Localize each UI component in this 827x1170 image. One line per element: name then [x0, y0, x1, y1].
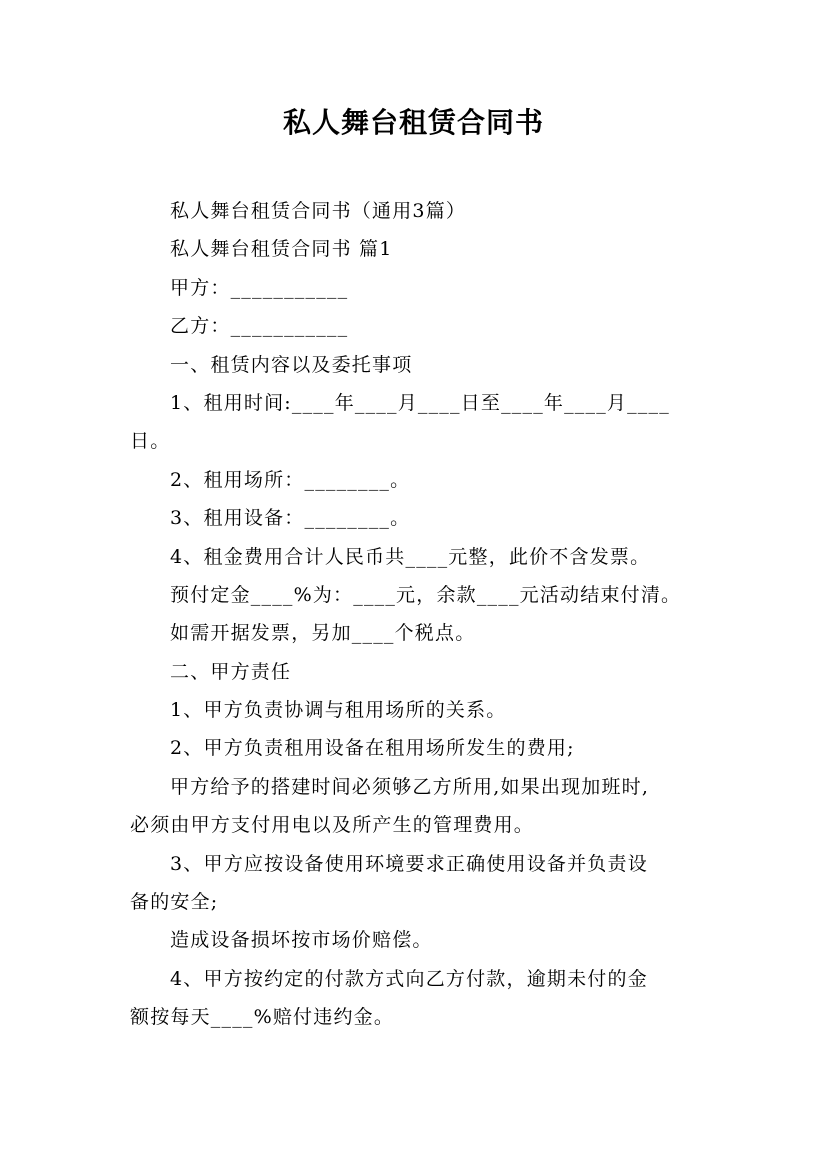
doc-line: 2、租用场所：________。: [170, 468, 411, 491]
doc-line: 4、租金费用合计人民币共____元整，此价不含发票。: [170, 545, 651, 568]
doc-line: 备的安全;: [130, 891, 219, 914]
doc-line: 一、租赁内容以及委托事项: [170, 353, 413, 376]
document-title: 私人舞台租赁合同书: [282, 106, 544, 139]
doc-line: 私人舞台租赁合同书（通用3篇）: [170, 200, 467, 222]
doc-line: 1、甲方负责协调与租用场所的关系。: [170, 699, 507, 722]
doc-line: 2、甲方负责租用设备在租用场所发生的费用;: [170, 737, 575, 760]
doc-line: 甲方给予的搭建时间必须够乙方所用,如果出现加班时,: [170, 775, 650, 798]
doc-line: 私人舞台租赁合同书 篇1: [170, 238, 393, 261]
doc-line: 额按每天____%赔付违约金。: [130, 1006, 395, 1029]
doc-line: 3、甲方应按设备使用环境要求正确使用设备并负责设: [170, 852, 648, 875]
doc-line: 预付定金____%为：____元，余款____元活动结束付清。: [170, 583, 682, 606]
doc-line: 如需开据发票，另加____个税点。: [170, 622, 476, 645]
doc-line: 乙方：___________: [170, 315, 349, 338]
doc-line: 甲方：___________: [170, 276, 349, 299]
doc-line: 1、租用时间:____年____月____日至____年____月____: [170, 391, 670, 414]
doc-line: 二、甲方责任: [170, 660, 292, 683]
doc-line: 造成设备损坏按市场价赔偿。: [170, 929, 433, 952]
doc-line: 4、甲方按约定的付款方式向乙方付款，逾期未付的金: [170, 967, 648, 990]
document-body: [130, 192, 708, 1037]
doc-line: 3、租用设备：________。: [170, 507, 411, 530]
doc-line: 必须由甲方支付用电以及所产生的管理费用。: [130, 814, 535, 837]
doc-line: 日。: [130, 430, 171, 453]
